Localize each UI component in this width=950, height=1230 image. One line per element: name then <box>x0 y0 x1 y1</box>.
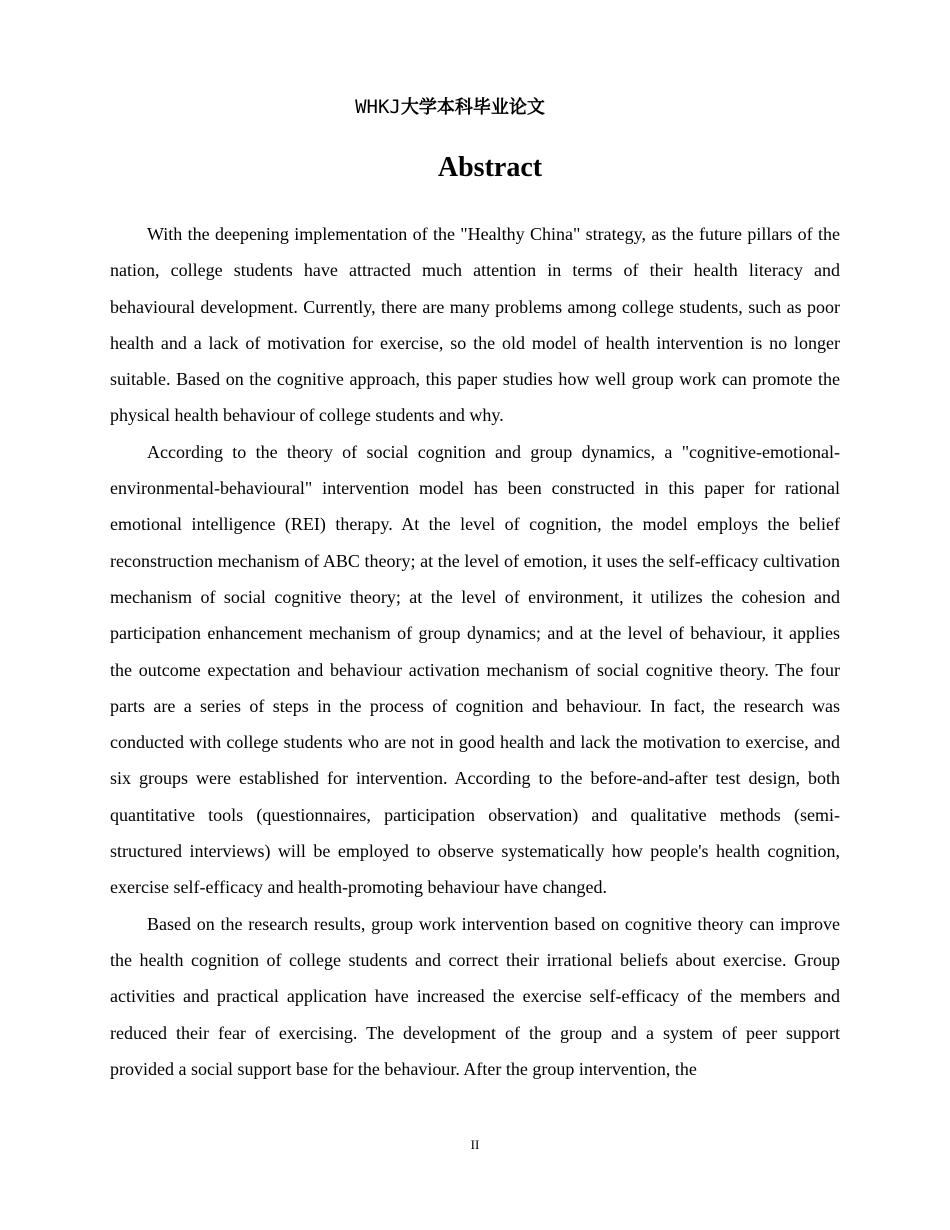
abstract-paragraph-2: According to the theory of social cognition and group dynamics, a "cognitive-emotional-environmental-behavioural" intervention model has been constructed in this paper for rational emotional intelligence (REI) therapy. At the level of cognition, the model employs the belief reconstruction mechanism of ABC theory; at the level of emotion, it uses the self-efficacy cultivation mechanism of social cognitive theory; at the level of environment, it utilizes the cohesion and participation enhancement mechanism of group dynamics; and at the level of behaviour, it applies the outcome expectation and behaviour activation mechanism of social cognitive theory. The four parts are a series of steps in the process of cognition and behaviour. In fact, the research was conducted with college students who are not in good health and lack the motivation to exercise, and six groups were established for intervention. According to the before-and-after test design, both quantitative tools (questionnaires, participation observation) and qualitative methods (semi-structured interviews) will be employed to observe systematically how people's health cognition, exercise self-efficacy and health-promoting behaviour have changed. <box>110 441 840 898</box>
page-title: Abstract <box>437 152 543 183</box>
abstract-paragraph-1: With the deepening implementation of the "Healthy China" strategy, as the future pillars of the nation, college students have attracted much attention in terms of their health literacy and behavioural development. Currently, there are many problems among college students, such as poor health and a lack of motivation for exercise, so the old model of health intervention is no longer suitable. Based on the cognitive approach, this paper studies how well group work can promote the physical health behaviour of college students and why. <box>110 224 840 426</box>
running-header <box>0 94 900 121</box>
page-number: II <box>470 1137 480 1152</box>
header-latin: WHKJ <box>355 96 401 118</box>
header-chinese: 大学本科毕业论文 <box>400 97 545 118</box>
abstract-paragraph-3: Based on the research results, group work intervention based on cognitive theory can improve the health cognition of college students and correct their irrational beliefs about exercise. Group activities and practical application have increased the exercise self-efficacy of the members and reduced their fear of exercising. The development of the group and a system of peer support provided a social support base for the behaviour. After the group intervention, the <box>110 913 840 1079</box>
abstract-body <box>110 216 840 1087</box>
